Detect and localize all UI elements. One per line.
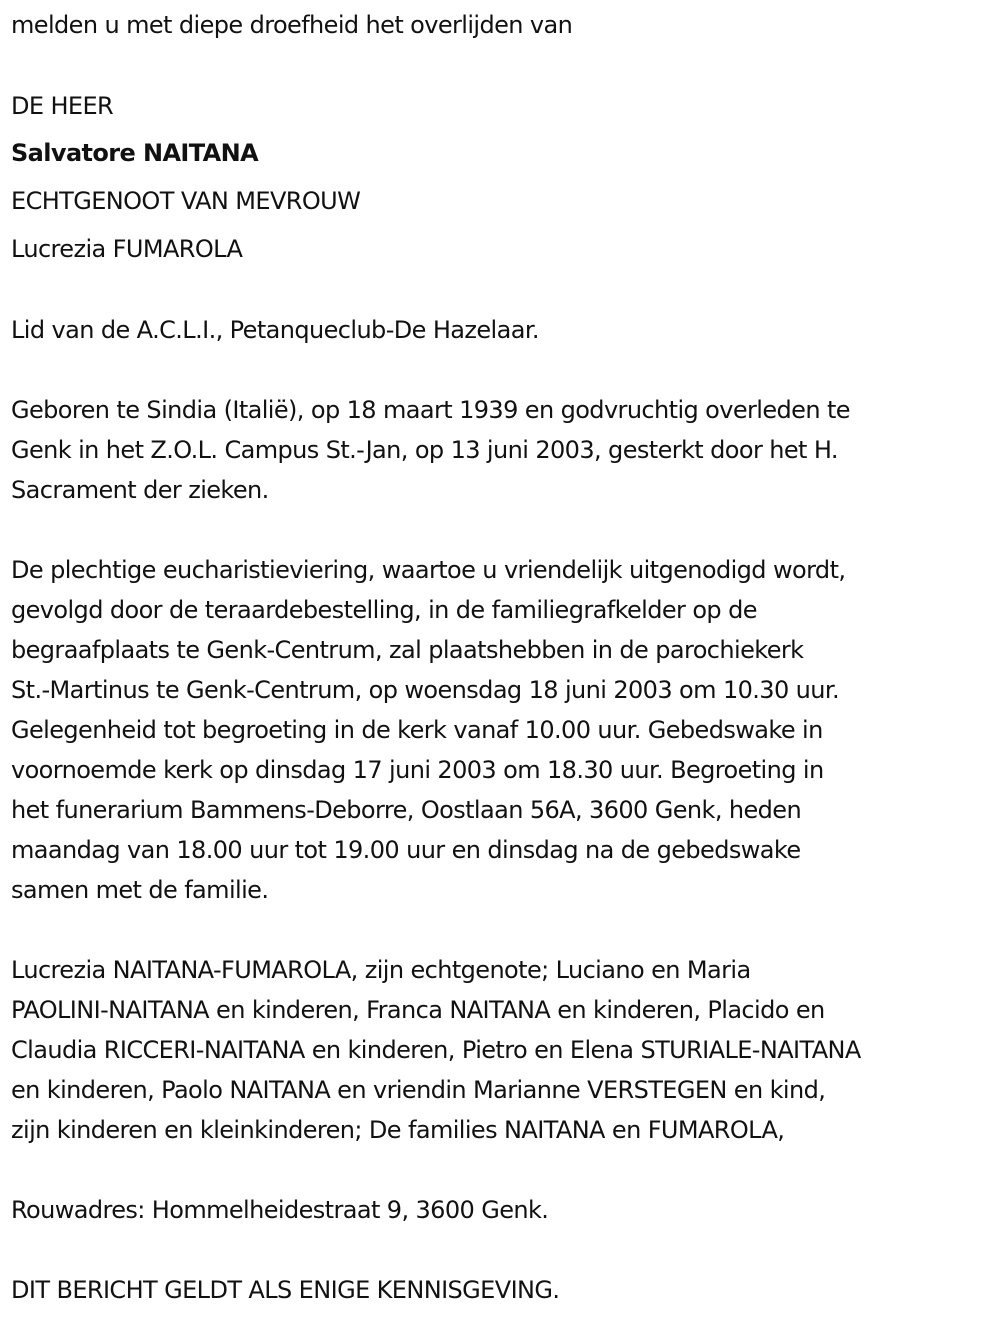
birth-death-line: Genk in het Z.O.L. Campus St.-Jan, op 13 juni 2003, gesterkt door het H. [11, 436, 838, 464]
intro-text: melden u met diepe droefheid het overlijden van [11, 11, 573, 39]
spouse-label: ECHTGENOOT VAN MEVROUW [11, 187, 361, 215]
ceremony-line: Gelegenheid tot begroeting in de kerk vanaf 10.00 uur. Gebedswake in [11, 716, 823, 744]
ceremony-line: begraafplaats te Genk-Centrum, zal plaatshebben in de parochiekerk [11, 636, 804, 664]
mourning-address: Rouwadres: Hommelheidestraat 9, 3600 Genk. [11, 1196, 549, 1224]
ceremony-line: maandag van 18.00 uur tot 19.00 uur en dinsdag na de gebedswake [11, 836, 801, 864]
ceremony-line: voornoemde kerk op dinsdag 17 juni 2003 om 18.30 uur. Begroeting in [11, 756, 824, 784]
family-line: Claudia RICCERI-NAITANA en kinderen, Pietro en Elena STURIALE-NAITANA [11, 1036, 861, 1064]
closing-statement: DIT BERICHT GELDT ALS ENIGE KENNISGEVING. [11, 1276, 560, 1304]
family-line: PAOLINI-NAITANA en kinderen, Franca NAITANA en kinderen, Placido en [11, 996, 825, 1024]
ceremony-line: St.-Martinus te Genk-Centrum, op woensdag 18 juni 2003 om 10.30 uur. [11, 676, 839, 704]
family-line: zijn kinderen en kleinkinderen; De families NAITANA en FUMAROLA, [11, 1116, 785, 1144]
birth-death-line: Sacrament der zieken. [11, 476, 269, 504]
membership-text: Lid van de A.C.L.I., Petanqueclub-De Hazelaar. [11, 316, 539, 344]
deceased-name: Salvatore NAITANA [11, 139, 259, 167]
honorific: DE HEER [11, 92, 114, 120]
family-line: Lucrezia NAITANA-FUMAROLA, zijn echtgenote; Luciano en Maria [11, 956, 751, 984]
ceremony-line: gevolgd door de teraardebestelling, in de familiegrafkelder op de [11, 596, 757, 624]
spouse-name: Lucrezia FUMAROLA [11, 235, 243, 263]
family-line: en kinderen, Paolo NAITANA en vriendin Marianne VERSTEGEN en kind, [11, 1076, 826, 1104]
ceremony-line: samen met de familie. [11, 876, 269, 904]
ceremony-line: het funerarium Bammens-Deborre, Oostlaan 56A, 3600 Genk, heden [11, 796, 802, 824]
ceremony-line: De plechtige eucharistieviering, waartoe u vriendelijk uitgenodigd wordt, [11, 556, 846, 584]
birth-death-line: Geboren te Sindia (Italië), op 18 maart 1939 en godvruchtig overleden te [11, 396, 850, 424]
